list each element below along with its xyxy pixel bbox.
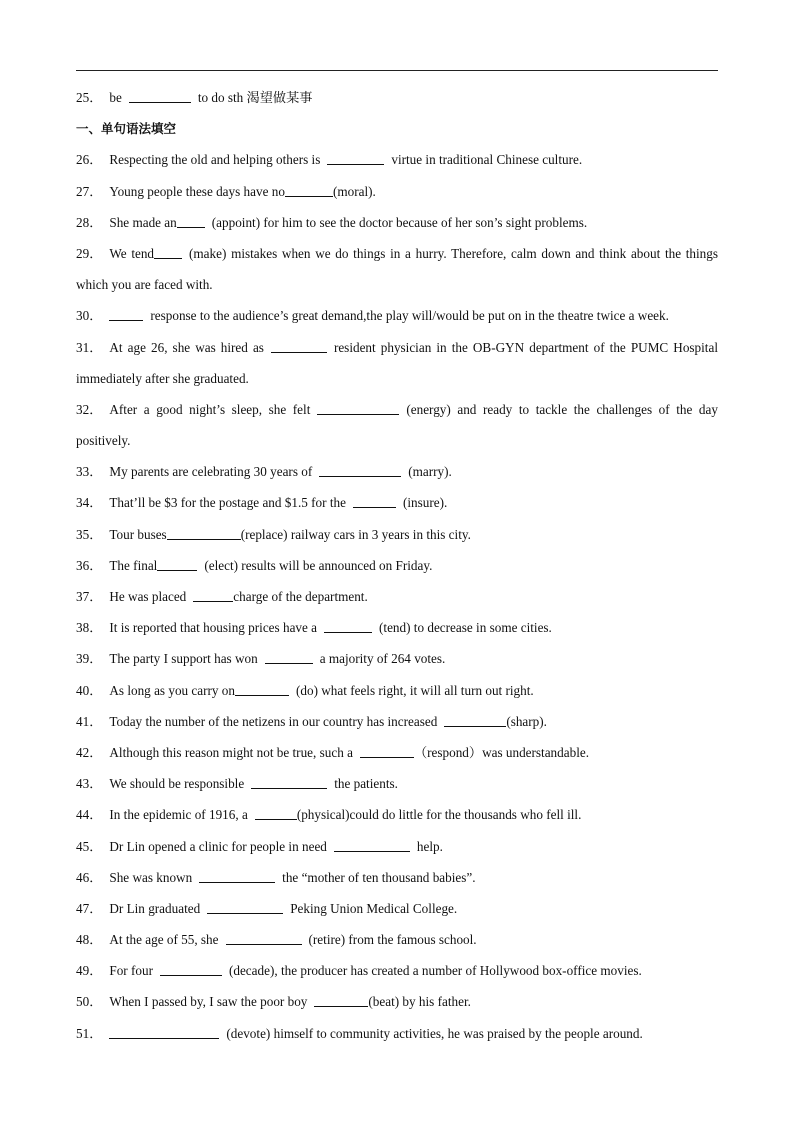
question-text-after: (appoint) for him to see the doctor because of her son’s sight problems. (211, 214, 588, 230)
question-text-after: （respond）was understandable. (413, 744, 590, 760)
answer-blank[interactable] (235, 683, 289, 696)
question-number: 38． (76, 620, 103, 636)
question-34 (76, 487, 718, 518)
question-number: 47． (76, 900, 103, 916)
question-48 (76, 924, 718, 955)
question-text-after: virtue in traditional Chinese culture. (391, 152, 583, 168)
question-33 (76, 456, 718, 487)
question-31 (76, 332, 718, 363)
question-number: 48． (76, 932, 103, 948)
answer-blank[interactable] (251, 776, 327, 789)
exercise-content (76, 82, 718, 1049)
answer-blank[interactable] (327, 152, 384, 165)
question-number: 36． (76, 557, 103, 573)
answer-blank[interactable] (154, 246, 182, 259)
question-number: 31． (76, 339, 103, 355)
answer-blank[interactable] (271, 340, 327, 353)
question-text-after: response to the audience’s great demand,the play will/would be put on in the theatre twice a week. (150, 308, 669, 324)
section-title: 一、单句语法填空 (76, 121, 177, 137)
question-text-before: At the age of 55, she (109, 932, 219, 948)
question-45 (76, 831, 718, 862)
answer-blank[interactable] (226, 932, 302, 945)
question-number: 51． (76, 1025, 103, 1041)
question-39 (76, 643, 718, 674)
question-41 (76, 706, 718, 737)
question-number: 39． (76, 651, 103, 667)
question-text-before: As long as you carry on (109, 682, 235, 698)
question-number: 49． (76, 963, 103, 979)
item-25 (76, 82, 718, 113)
question-number: 26． (76, 152, 103, 168)
question-text-after: (moral). (332, 183, 376, 199)
question-text-before: We should be responsible (109, 776, 245, 792)
answer-blank[interactable] (199, 870, 275, 883)
question-text-before: Tour buses (109, 526, 167, 542)
question-text-after: the patients. (334, 776, 398, 792)
question-text-after: charge of the department. (233, 589, 368, 604)
question-text-before: Although this reason might not be true, such a (109, 744, 353, 760)
question-number: 29． (76, 245, 103, 261)
question-47 (76, 893, 718, 924)
answer-blank[interactable] (167, 527, 241, 540)
question-text-before: At age 26, she was hired as (109, 339, 264, 355)
answer-blank[interactable] (157, 558, 197, 571)
question-number: 30． (76, 308, 103, 324)
question-text-after: the “mother of ten thousand babies”. (282, 869, 476, 885)
answer-blank[interactable] (109, 308, 143, 321)
question-number: 27． (76, 183, 103, 199)
question-number: 46． (76, 869, 103, 885)
question-text-after: (beat) by his father. (368, 994, 471, 1010)
answer-blank[interactable] (353, 495, 396, 508)
question-50 (76, 986, 718, 1017)
question-number: 34． (76, 495, 103, 511)
question-text-after: (retire) from the famous school. (308, 932, 477, 948)
question-29 (76, 238, 718, 269)
question-text-after: (do) what feels right, it will all turn out right. (296, 682, 534, 698)
question-number: 37． (76, 589, 103, 604)
answer-blank[interactable] (255, 807, 297, 820)
question-35 (76, 519, 718, 550)
answer-blank[interactable] (314, 994, 368, 1007)
question-31-continuation: immediately after she graduated. (76, 370, 249, 386)
question-text-after: (insure). (402, 495, 448, 511)
question-36 (76, 550, 718, 581)
question-30 (76, 300, 718, 331)
answer-blank[interactable] (319, 464, 401, 477)
question-text-after: (elect) results will be announced on Friday. (204, 557, 433, 573)
question-number: 50． (76, 994, 103, 1010)
question-51 (76, 1018, 718, 1049)
answer-blank[interactable] (129, 90, 191, 103)
question-text-before: Young people these days have no (109, 183, 285, 199)
question-text-after: (marry). (408, 464, 452, 480)
question-number: 41． (76, 713, 103, 729)
question-text-before: Dr Lin graduated (109, 900, 201, 916)
question-number: 35． (76, 526, 103, 542)
answer-blank[interactable] (285, 184, 333, 197)
question-32 (76, 394, 718, 425)
question-26 (76, 144, 718, 175)
question-38 (76, 612, 718, 643)
question-32-continuation: positively. (76, 433, 131, 449)
question-text-before: The final (109, 557, 158, 573)
question-text-before: In the epidemic of 1916, a (109, 807, 248, 823)
question-text-after: (decade), the producer has created a number of Hollywood box-office movies. (228, 963, 642, 979)
question-46 (76, 862, 718, 893)
question-text-before: After a good night’s sleep, she felt (109, 401, 311, 417)
question-number: 42． (76, 744, 103, 760)
question-text-before: We tend (109, 245, 155, 261)
question-28 (76, 207, 718, 238)
question-43 (76, 768, 718, 799)
question-text-after: (tend) to decrease in some cities. (379, 620, 552, 636)
question-text-after: (make) mistakes when we do things in a hurry. Therefore, calm down and think about the things (189, 245, 718, 261)
question-text-after: a majority of 264 votes. (319, 651, 446, 667)
question-text-before: Today the number of the netizens in our country has increased (109, 713, 438, 729)
question-number: 44． (76, 807, 103, 823)
answer-blank[interactable] (444, 714, 506, 727)
answer-blank[interactable] (334, 839, 410, 852)
question-text-after: (devote) himself to community activities, he was praised by the people around. (226, 1025, 643, 1041)
question-text-before: Dr Lin opened a clinic for people in need (109, 838, 327, 854)
question-text-before: When I passed by, I saw the poor boy (109, 994, 308, 1010)
question-37 (76, 581, 718, 612)
question-text-before: He was placed (109, 589, 187, 604)
question-text-before: She made an (109, 214, 177, 230)
question-text-before: That’ll be $3 for the postage and $1.5 for the (109, 495, 346, 511)
question-text-after: to do sth 渴望做某事 (197, 90, 313, 105)
question-number: 40． (76, 682, 103, 698)
answer-blank[interactable] (317, 402, 399, 415)
question-number: 28． (76, 214, 103, 230)
question-number: 33． (76, 464, 103, 480)
answer-blank[interactable] (193, 589, 233, 602)
answer-blank[interactable] (324, 620, 372, 633)
answer-blank[interactable] (177, 215, 205, 228)
question-number: 32． (76, 401, 103, 417)
answer-blank[interactable] (160, 963, 222, 976)
question-40 (76, 675, 718, 706)
question-text-after: (energy) and ready to tackle the challenges of the day (406, 401, 718, 417)
question-number: 25． (76, 90, 103, 105)
answer-blank[interactable] (109, 1026, 219, 1039)
question-text-before: Respecting the old and helping others is (109, 152, 321, 168)
question-text-before: It is reported that housing prices have a (109, 620, 318, 636)
question-49 (76, 955, 718, 986)
question-number: 43． (76, 776, 103, 792)
question-number: 45． (76, 838, 103, 854)
answer-blank[interactable] (360, 745, 414, 758)
question-text-after: help. (416, 838, 443, 854)
question-27 (76, 176, 718, 207)
question-text-after: (physical)could do little for the thousands who fell ill. (296, 807, 582, 823)
question-44 (76, 799, 718, 830)
question-29-continuation: which you are faced with. (76, 277, 213, 293)
header-rule (76, 70, 718, 71)
question-42 (76, 737, 718, 768)
question-text-before: The party I support has won (109, 651, 258, 667)
question-text-before: be (109, 90, 122, 105)
question-text-before: My parents are celebrating 30 years of (109, 464, 313, 480)
question-text-after: (replace) railway cars in 3 years in this city. (240, 526, 471, 542)
question-text-before: She was known (109, 869, 193, 885)
question-text-after: resident physician in the OB-GYN department of the PUMC Hospital (333, 339, 718, 355)
question-text-before: For four (109, 963, 153, 979)
question-text-after: Peking Union Medical College. (290, 900, 458, 916)
answer-blank[interactable] (207, 901, 283, 914)
answer-blank[interactable] (265, 651, 313, 664)
question-text-after: (sharp). (506, 713, 547, 729)
